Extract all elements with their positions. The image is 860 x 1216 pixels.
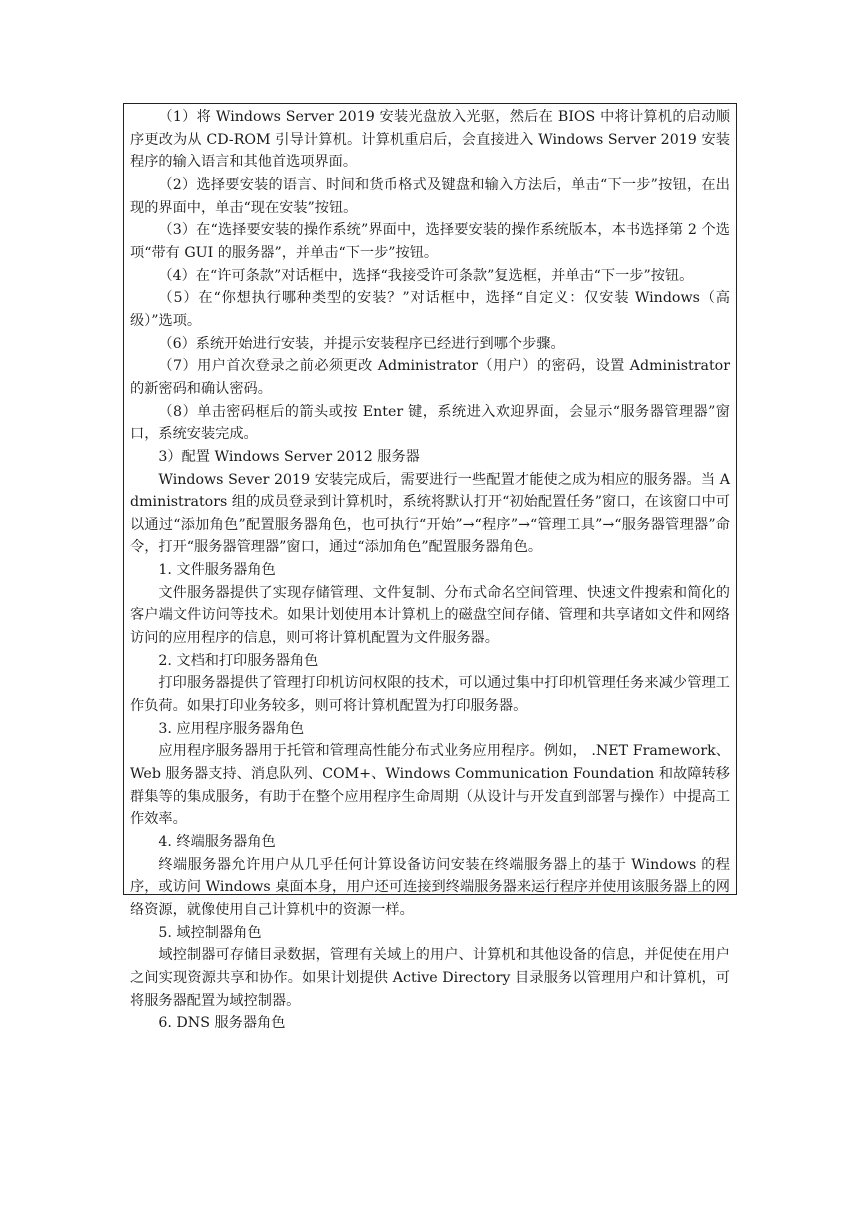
install-step-5: （5）在“你想执行哪种类型的安装？”对话框中，选择“自定义：仅安装 Windows（高级）”选项。	[130, 290, 730, 329]
role-heading-print-server: 2. 文档和打印服务器角色	[158, 652, 319, 669]
role-desc-domain-controller: 域控制器可存储目录数据，管理有关域上的用户、计算机和其他设备的信息，并促使在用户之间实现资源共享和协作。如果计划提供 Active Directory 目录服务以管理用户和计算机，可将服务器配置为域控制器。	[130, 947, 730, 1009]
role-heading-dns-server: 6. DNS 服务器角色	[158, 1015, 286, 1032]
role-heading-terminal-server: 4. 终端服务器角色	[158, 834, 276, 850]
install-step-3: （3）在“选择要安装的操作系统”界面中，选择要安装的操作系统版本，本书选择第 2 个选项“带有 GUI 的服务器”，并单击“下一步”按钮。	[130, 222, 730, 261]
role-heading-app-server: 3. 应用程序服务器角色	[158, 720, 305, 737]
role-desc-file-server: 文件服务器提供了实现存储管理、文件复制、分布式命名空间管理、快速文件搜索和简化的客户端文件访问等技术。如果计划使用本计算机上的磁盘空间存储、管理和共享诸如文件和网络访问的应用程序的信息，则可将计算机配置为文件服务器。	[130, 584, 730, 647]
install-step-6: （6）系统开始进行安装，并提示安装程序已经进行到哪个步骤。	[158, 335, 565, 352]
install-step-8: （8）单击密码框后的箭头或按 Enter 键，系统进入欢迎界面，会显示“服务器管理器”窗口，系统安装完成。	[130, 403, 730, 443]
role-desc-app-server: 应用程序服务器用于托管和管理高性能分布式业务应用程序。例如， .NET Framework、Web 服务器支持、消息队列、COM+、Windows Communication Foundation 和故障转移群集等的集成服务，有助于在整个应用程序生命周期（从设计与开发直到部署与操作）中提高工作效率。	[130, 743, 730, 828]
role-desc-terminal-server: 终端服务器允许用户从几乎任何计算设备访问安装在终端服务器上的基于 Windows 的程序，或访问 Windows 桌面本身，用户还可连接到终端服务器来运行程序并使用该服务器上的网络资源，就像使用自己计算机中的资源一样。	[130, 856, 730, 918]
content-table-cell	[123, 103, 737, 1032]
install-step-4: （4）在“许可条款”对话框中，选择“我接受许可条款”复选框，并单击“下一步”按钮。	[158, 267, 694, 284]
role-heading-domain-controller: 5. 域控制器角色	[158, 924, 262, 941]
role-desc-print-server: 打印服务器提供了管理打印机访问权限的技术，可以通过集中打印机管理任务来减少管理工作负荷。如果打印业务较多，则可将计算机配置为打印服务器。	[130, 675, 730, 715]
configure-intro: Windows Sever 2019 安装完成后，需要进行一些配置才能使之成为相应的服务器。当 Administrators 组的成员登录到计算机时，系统将默认打开“初始配置任务”窗口，在该窗口中可以通过“添加角色”配置服务器角色，也可执行“开始”→“程序”→“管理工具”→“服务器管理器”命令，打开“服务器管理器”窗口，通过“添加角色”配置服务器角色。	[130, 471, 730, 556]
install-step-1: （1）将 Windows Server 2019 安装光盘放入光驱，然后在 BIOS 中将计算机的启动顺序更改为从 CD-ROM 引导计算机。计算机重启后，会直接进入 Windows Server 2019 安装程序的输入语言和其他首选项界面。	[130, 109, 730, 171]
role-heading-file-server: 1. 文件服务器角色	[158, 562, 276, 579]
section-heading-configure: 3）配置 Windows Server 2012 服务器	[158, 448, 420, 465]
install-step-7: （7）用户首次登录之前必须更改 Administrator（用户）的密码，设置 Administrator 的新密码和确认密码。	[130, 358, 730, 397]
install-step-2: （2）选择要安装的语言、时间和货币格式及键盘和输入方法后，单击“下一步”按钮，在出现的界面中，单击“现在安装”按钮。	[130, 176, 730, 216]
